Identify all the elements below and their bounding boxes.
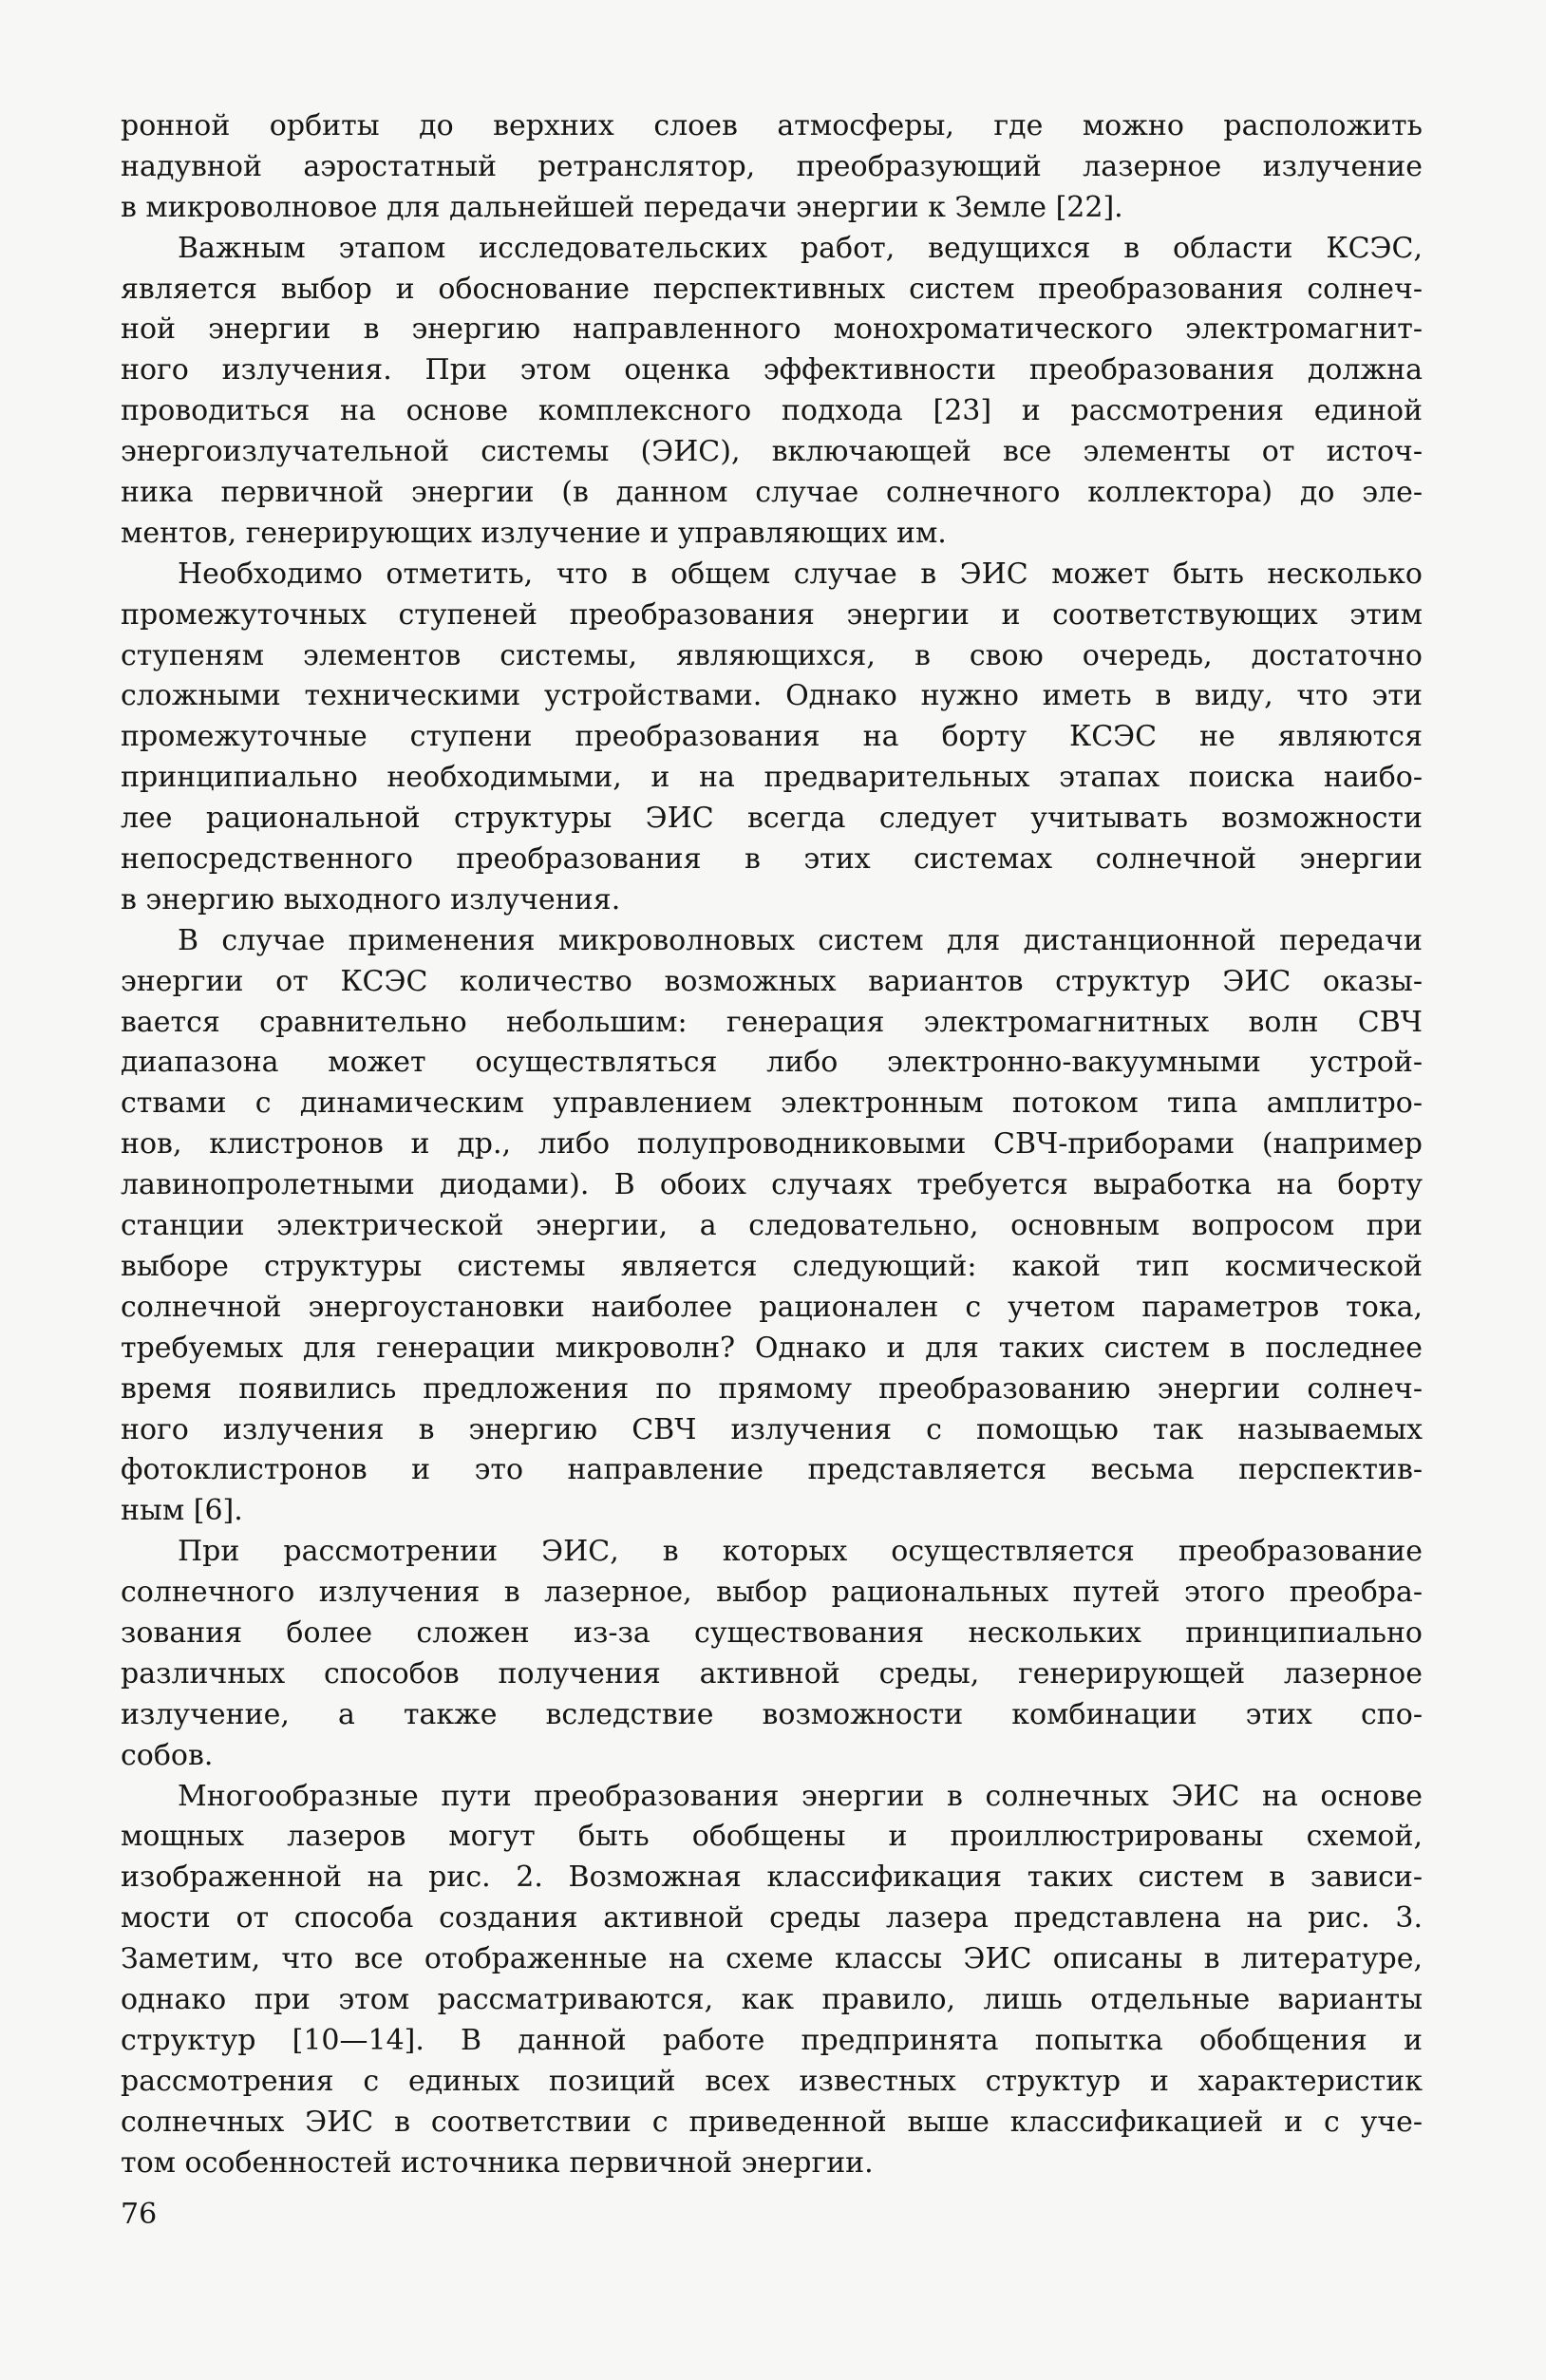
text-line: в микроволновое для дальнейшей передачи энергии к Земле [22]. — [121, 190, 1123, 224]
text-line: излучение, а также вследствие возможности комбинации этих спо- — [121, 1697, 1423, 1731]
text-line: солнечных ЭИС в соответствии с приведенной выше классификацией и с уче- — [121, 2105, 1423, 2139]
text-line: мости от способа создания активной среды лазера представлена на рис. 3. — [121, 1901, 1423, 1936]
text-line: ным [6]. — [121, 1494, 243, 1528]
text-line: промежуточные ступени преобразования на борту КСЭС не являются — [121, 720, 1423, 754]
text-line: принципиально необходимыми, и на предварительных этапах поиска наибо- — [121, 761, 1423, 795]
paragraph — [121, 555, 1423, 921]
text-line: однако при этом рассматриваются, как правило, лишь отдельные варианты — [121, 1982, 1423, 2016]
text-line: Многообразные пути преобразования энергии в солнечных ЭИС на основе — [178, 1779, 1423, 1813]
paragraph — [121, 1777, 1423, 2184]
text-line: диапазона может осуществляться либо электронно-вакуумными устрой- — [121, 1046, 1423, 1080]
text-line: лее рациональной структуры ЭИС всегда следует учитывать возможности — [121, 802, 1423, 836]
paragraph — [121, 921, 1423, 1532]
text-line: ствами с динамическим управлением электронным потоком типа амплитро- — [121, 1086, 1423, 1121]
text-line: лавинопролетными диодами). В обоих случаях требуется выработка на борту — [121, 1168, 1423, 1202]
text-line: ного излучения в энергию СВЧ излучения с помощью так называемых — [121, 1412, 1423, 1446]
text-line: выборе структуры системы является следующий: какой тип космической — [121, 1249, 1423, 1283]
text-line: непосредственного преобразования в этих системах солнечной энергии — [121, 842, 1423, 877]
text-line: время появились предложения по прямому преобразованию энергии солнеч- — [121, 1371, 1423, 1406]
text-line: проводиться на основе комплексного подхода [23] и рассмотрения единой — [121, 394, 1423, 428]
paragraph — [121, 229, 1423, 555]
text-line: Необходимо отметить, что в общем случае в ЭИС может быть несколько — [178, 557, 1423, 591]
text-line: солнечной энергоустановки наиболее рационален с учетом параметров тока, — [121, 1290, 1423, 1324]
text-line: нов, клистронов и др., либо полупроводниковыми СВЧ-приборами (например — [121, 1127, 1423, 1162]
text-line: требуемых для генерации микроволн? Однако и для таких систем в последнее — [121, 1331, 1423, 1365]
text-line: При рассмотрении ЭИС, в которых осуществляется преобразование — [178, 1535, 1423, 1569]
text-line: станции электрической энергии, а следовательно, основным вопросом при — [121, 1209, 1423, 1243]
text-line: рассмотрения с единых позиций всех известных структур и характеристик — [121, 2064, 1423, 2098]
text-line: Важным этапом исследовательских работ, ведущихся в области КСЭС, — [178, 231, 1423, 265]
text-line: В случае применения микроволновых систем для дистанционной передачи — [178, 923, 1423, 957]
text-line: фотоклистронов и это направление представляется весьма перспектив- — [121, 1453, 1423, 1487]
text-line: энергоизлучательной системы (ЭИС), включающей все элементы от источ- — [121, 435, 1423, 469]
text-line: структур [10—14]. В данной работе предпринята попытка обобщения и — [121, 2023, 1423, 2057]
page-number: 76 — [121, 2198, 158, 2231]
text-line: энергии от КСЭС количество возможных вариантов структур ЭИС оказы- — [121, 964, 1423, 998]
text-line: надувной аэростатный ретранслятор, преобразующий лазерное излучение — [121, 149, 1423, 183]
body-text — [121, 106, 1423, 2183]
text-line: ника первичной энергии (в данном случае солнечного коллектора) до эле- — [121, 476, 1423, 510]
text-line: ронной орбиты до верхних слоев атмосферы, где можно расположить — [121, 109, 1423, 142]
text-line: ментов, генерирующих излучение и управляющих им. — [121, 516, 947, 550]
text-line: собов. — [121, 1738, 214, 1772]
text-line: является выбор и обоснование перспективных систем преобразования солнеч- — [121, 272, 1423, 306]
text-line: промежуточных ступеней преобразования энергии и соответствующих этим — [121, 597, 1423, 632]
text-line: сложными техническими устройствами. Однако нужно иметь в виду, что эти — [121, 679, 1423, 713]
text-line: изображенной на рис. 2. Возможная классификация таких систем в зависи- — [121, 1861, 1423, 1895]
text-line: ного излучения. При этом оценка эффективности преобразования должна — [121, 353, 1423, 387]
text-line: солнечного излучения в лазерное, выбор рациональных путей этого преобра- — [121, 1576, 1423, 1610]
text-line: зования более сложен из-за существования нескольких принципиально — [121, 1615, 1423, 1650]
text-line: в энергию выходного излучения. — [121, 882, 621, 916]
text-line: Заметим, что все отображенные на схеме классы ЭИС описаны в литературе, — [121, 1942, 1423, 1976]
paragraph — [121, 106, 1423, 229]
text-line: различных способов получения активной среды, генерирующей лазерное — [121, 1656, 1423, 1691]
text-line: мощных лазеров могут быть обобщены и проиллюстрированы схемой, — [121, 1820, 1423, 1854]
text-line: ной энергии в энергию направленного монохроматического электромагнит- — [121, 312, 1423, 347]
text-line: ступеням элементов системы, являющихся, в свою очередь, достаточно — [121, 638, 1423, 672]
text-line: вается сравнительно небольшим: генерация электромагнитных волн СВЧ — [121, 1005, 1423, 1039]
text-line: том особенностей источника первичной энергии. — [121, 2145, 874, 2180]
paragraph — [121, 1532, 1423, 1776]
